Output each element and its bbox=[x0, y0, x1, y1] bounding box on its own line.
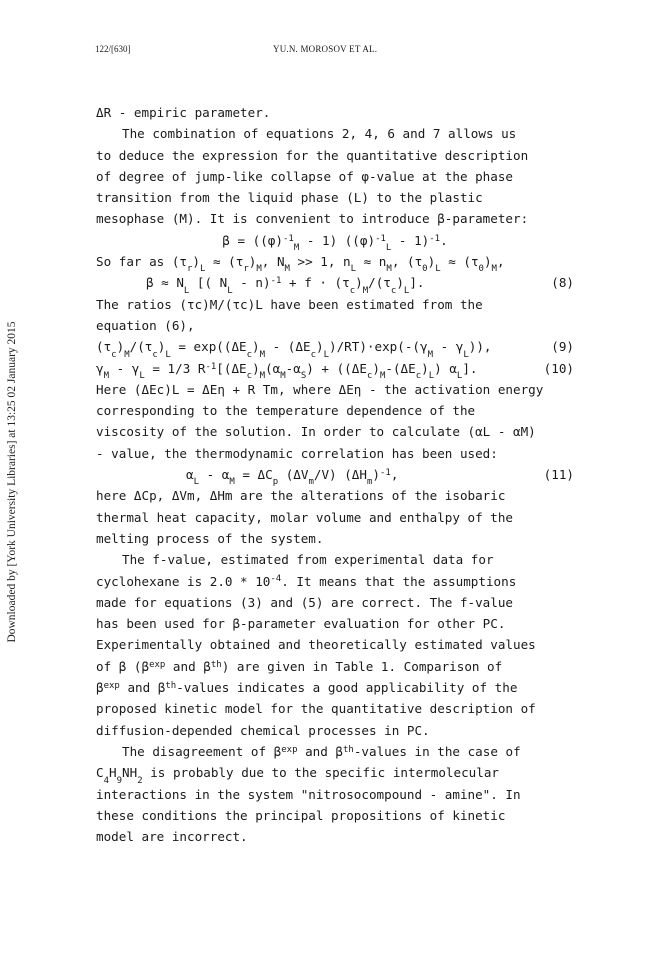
text-line: thermal heat capacity, molar volume and enthalpy of the bbox=[96, 509, 514, 525]
text-line: proposed kinetic model for the quantitative description of bbox=[96, 701, 536, 717]
page-number: 122/[630] bbox=[95, 44, 131, 54]
text-line: has been used for β-parameter evaluation for other PC. bbox=[96, 616, 506, 632]
text-line: here ΔCp, ΔVm, ΔHm are the alterations of the isobaric bbox=[96, 488, 506, 504]
text-line: melting process of the system. bbox=[96, 530, 324, 546]
text-line: model are incorrect. bbox=[96, 829, 248, 845]
text-line: $C_4H_9NH_2$ is probably due to the specific intermolecular bbox=[96, 765, 499, 786]
text-line: diffusion-depended chemical processes in PC. bbox=[96, 722, 430, 738]
text-line: - value, the thermodynamic correlation has been used: bbox=[96, 445, 498, 461]
equation-10: $\gamma_M - \gamma_L = 1/3$ $R^{-1}[(\Delta E_c)_M(\alpha_M-\alpha_S) + ((\Delta E_c)_M-(\Delta E_c)_L)$ $\alpha_L$]. (10) bbox=[96, 358, 574, 379]
text-line: Experimentally obtained and theoretically estimated values bbox=[96, 637, 536, 653]
text-line: The f-value, estimated from experimental data for bbox=[122, 552, 494, 568]
equation-number: (10) bbox=[543, 360, 574, 376]
running-header bbox=[95, 44, 573, 58]
text-line: transition from the liquid phase (L) to the plastic bbox=[96, 190, 483, 206]
equation-11: $\alpha_L - \alpha_M = \Delta C_p$ $(\Delta V_m/V)$ $(\Delta H_m)^{-1}$, (11) bbox=[96, 464, 574, 485]
text-line: of β ($\beta^{exp}$ and $\beta^{th}$) are given in Table 1. Comparison of bbox=[96, 658, 503, 674]
text-line: viscosity of the solution. In order to calculate (αL - αM) bbox=[96, 424, 536, 440]
text-line: made for equations (3) and (5) are correct. The f-value bbox=[96, 594, 514, 610]
text-line: to deduce the expression for the quantitative description bbox=[96, 147, 529, 163]
paper-body bbox=[96, 102, 574, 847]
text-line: interactions in the system "nitrosocompound - amine". In bbox=[96, 786, 521, 802]
text-line: The disagreement of $\beta^{exp}$ and $\beta^{th}$-values in the case of bbox=[122, 743, 521, 759]
download-watermark bbox=[0, 0, 24, 960]
text-line: equation (6), bbox=[96, 317, 195, 333]
running-head-title: YU.N. MOROSOV ET AL. bbox=[273, 44, 378, 54]
text-line: So far as $(\tau_r)_L \approx (\tau_r)_M$, $N_M >> 1$, $n_L \approx n_M$, $(\tau_0)_L \approx (\tau_0)_M$, bbox=[96, 254, 505, 275]
equation-number: (8) bbox=[551, 275, 574, 291]
download-note: Downloaded by [York University Libraries] at 13:25 02 January 2015 bbox=[6, 321, 18, 643]
text-line: The ratios (τc)M/(τc)L have been estimated from the bbox=[96, 296, 483, 312]
text-line: Here (ΔEc)L = ΔEη + R Tm, where ΔEη - the activation energy bbox=[96, 381, 544, 397]
equation-9: $(\tau_c)_M/(\tau_c)_L = \exp((\Delta E_c)_M - (\Delta E_c)_L)/RT)\cdot\exp(-(\gamma_M - \gamma_L))$, (9) bbox=[96, 336, 574, 357]
text-line: these conditions the principal propositions of kinetic bbox=[96, 807, 506, 823]
equation-number: (9) bbox=[551, 339, 574, 355]
text-line: corresponding to the temperature dependence of the bbox=[96, 403, 476, 419]
equation-8: $\beta \approx N_L$ [( $N_L - n)^{-1} + f \cdot (\tau_c)_M/(\tau_c)_L$]. (8) bbox=[96, 272, 574, 293]
text-line: The combination of equations 2, 4, 6 and 7 allows us bbox=[122, 126, 517, 142]
text-line: $\beta^{exp}$ and $\beta^{th}$-values indicates a good applicability of the bbox=[96, 680, 518, 696]
text-line: ΔR - empiric parameter. bbox=[96, 105, 271, 120]
equation-beta-definition: $\beta = ((\varphi)^{-1}_M - 1)$ $((\varphi)^{-1}_L - 1)^{-1}$. bbox=[222, 232, 448, 254]
text-line: of degree of jump-like collapse of φ-value at the phase bbox=[96, 168, 514, 184]
text-line: mesophase (M). It is convenient to introduce β-parameter: bbox=[96, 211, 529, 227]
equation-number: (11) bbox=[543, 467, 574, 483]
text-line: cyclohexane is $2.0 * 10^{-4}$. It means that the assumptions bbox=[96, 573, 517, 589]
